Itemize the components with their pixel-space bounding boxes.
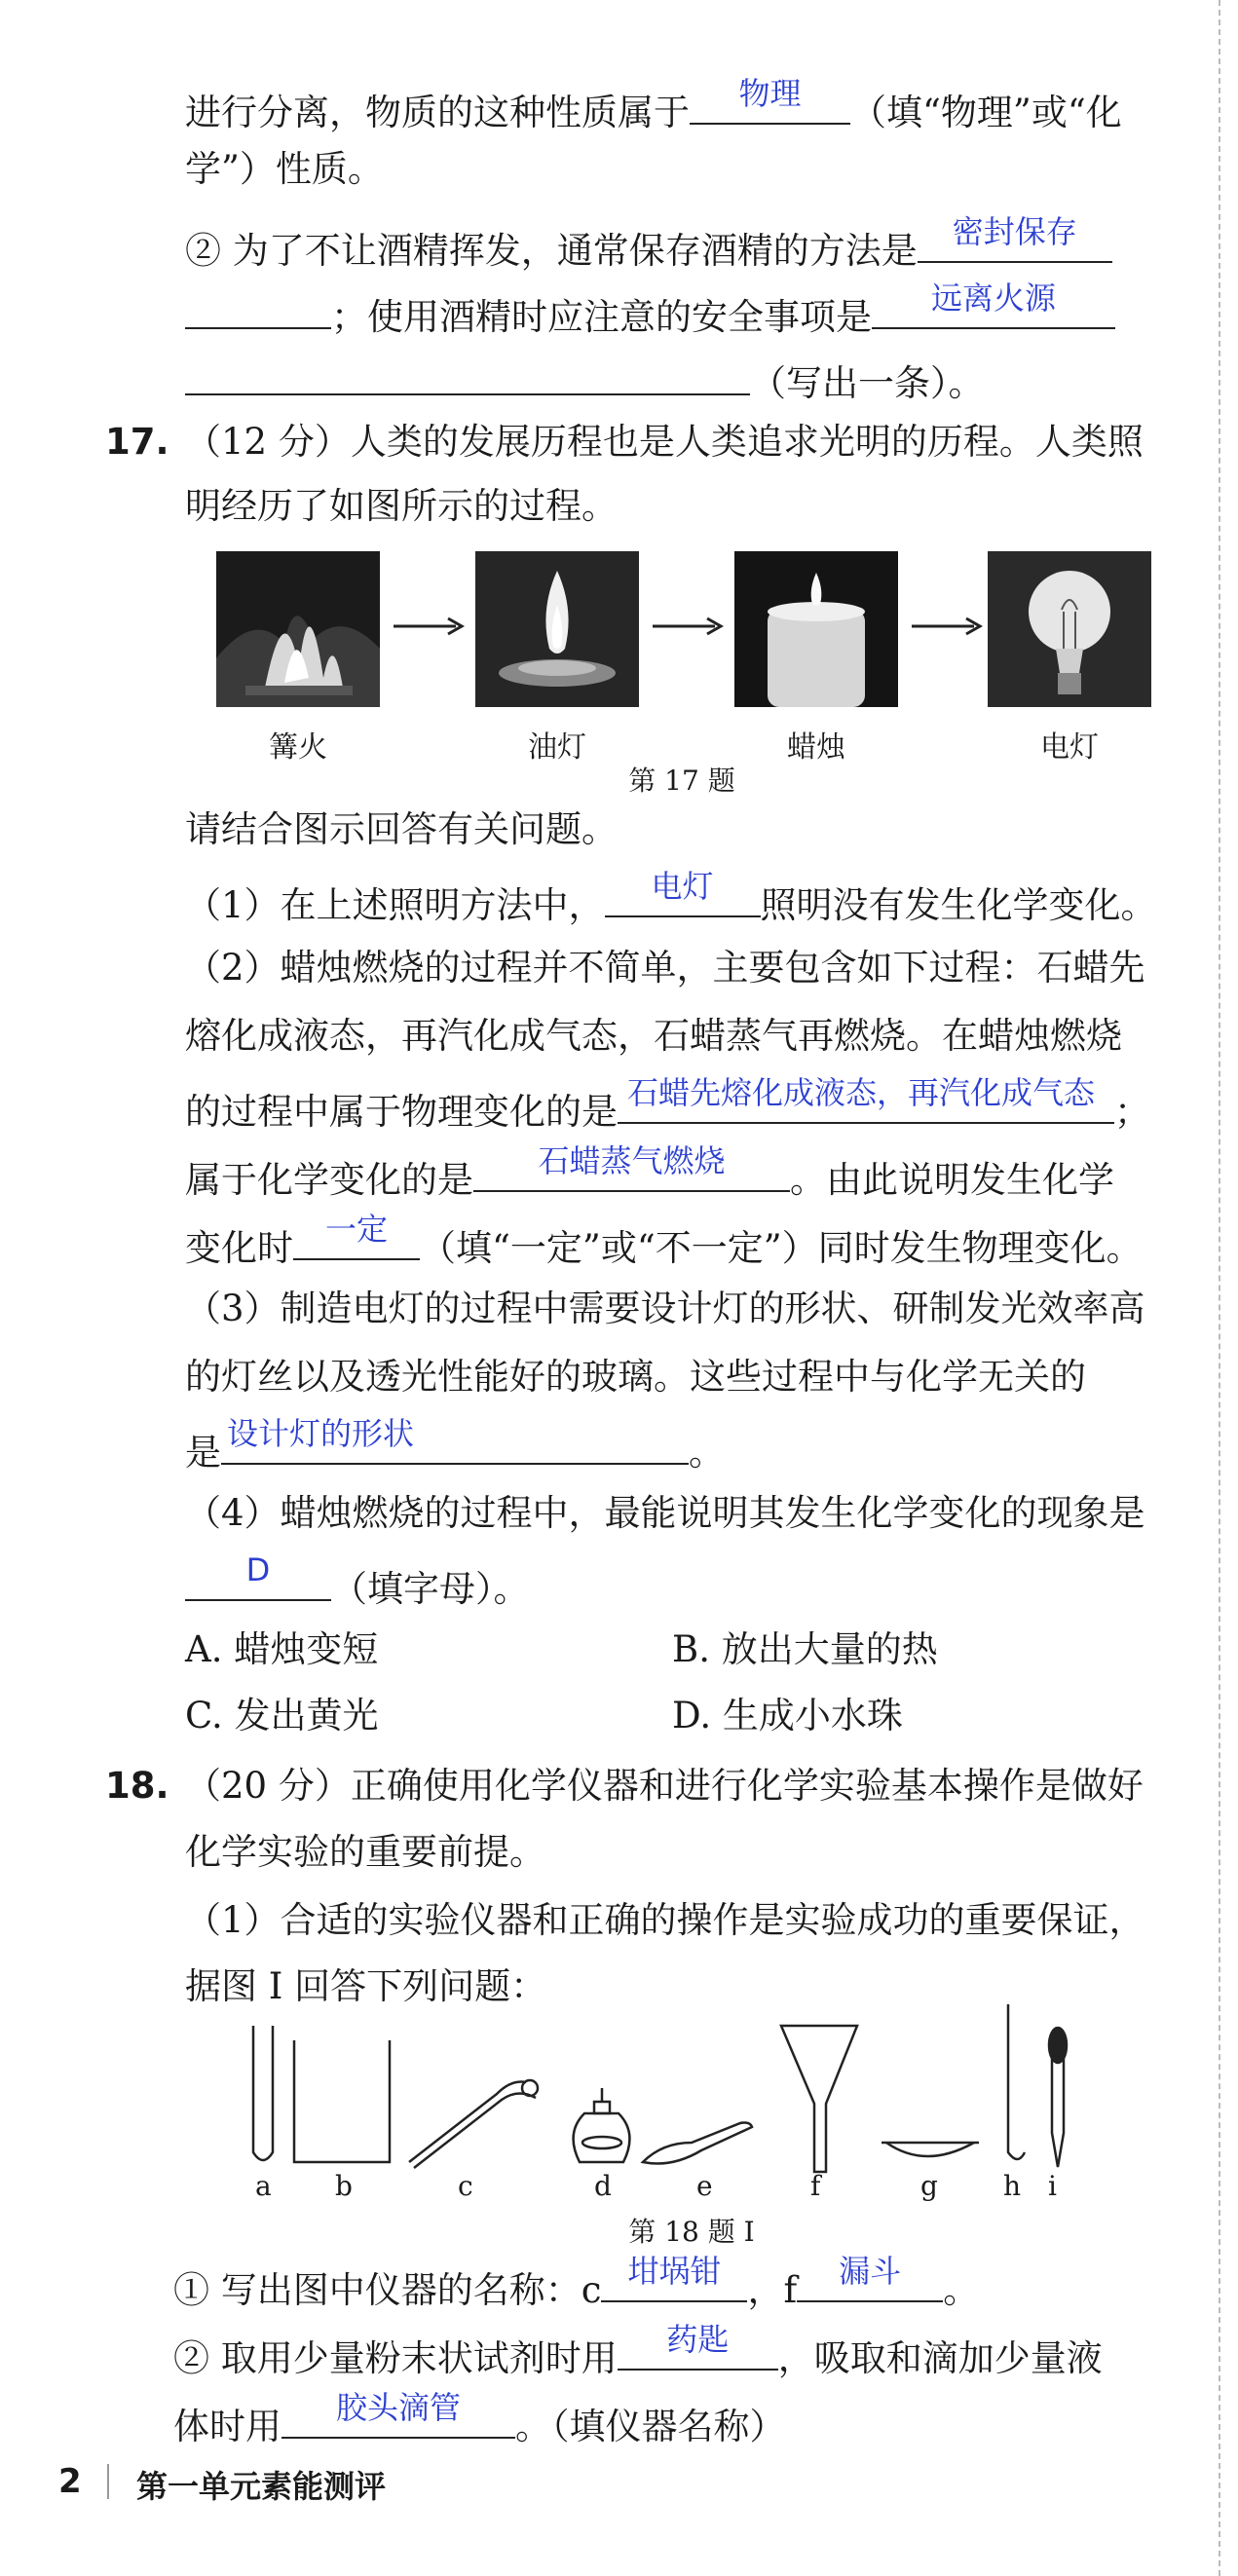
q17-stem-2: 明经历了如图所示的过程。	[185, 485, 618, 527]
option-d[interactable]: D. 生成小水珠	[672, 1695, 903, 1736]
label-a: a	[255, 2170, 272, 2202]
label-f: f	[810, 2170, 821, 2202]
label-h: h	[1003, 2170, 1022, 2202]
oil-lamp-image	[475, 551, 639, 707]
q17-part3-1: （3）制造电灯的过程中需要设计灯的形状、研制发光效率高	[185, 1288, 1145, 1329]
label-g: g	[920, 2170, 938, 2202]
blank-nature[interactable]: 物理	[690, 80, 850, 125]
candle-image	[734, 551, 898, 707]
arrow-icon	[649, 612, 725, 641]
caption-bonfire: 篝火	[269, 730, 327, 765]
q18-number: 18.	[105, 1765, 169, 1807]
q18-sub2-1: ② 取用少量粉末状试剂时用 药匙 ，吸取和滴加少量液	[173, 2321, 1103, 2379]
figure-18-caption: 第 18 题 Ⅰ	[628, 2216, 755, 2248]
q18-stem-2: 化学实验的重要前提。	[185, 1831, 545, 1873]
q16-line-2: 学”）性质。	[185, 148, 384, 190]
blank-safety[interactable]: 远离火源	[872, 284, 1115, 329]
q17-stem-1: （12 分）人类的发展历程也是人类追求光明的历程。人类照	[185, 421, 1144, 463]
figure-17	[216, 551, 1151, 775]
blank-powder-tool[interactable]: 药匙	[618, 2326, 778, 2371]
blank-chemical-change[interactable]: 石蜡蒸气燃烧	[473, 1147, 790, 1192]
label-e: e	[696, 2170, 713, 2202]
q18-sub1: ① 写出图中仪器的名称：c 坩埚钳 ，f 漏斗 。	[173, 2253, 980, 2311]
q16-line-1: 进行分离，物质的这种性质属于 物理 （填“物理”或“化	[185, 75, 1122, 133]
footer-divider	[107, 2464, 109, 2499]
light-bulb-image	[988, 551, 1151, 707]
blank-store[interactable]: 密封保存	[918, 218, 1112, 263]
label-i: i	[1048, 2170, 1057, 2202]
caption-candle: 蜡烛	[787, 730, 845, 765]
blank-phenomenon[interactable]: D	[185, 1556, 331, 1601]
q18-stem-1: （20 分）正确使用化学仪器和进行化学实验基本操作是做好	[185, 1765, 1144, 1807]
q17-part2-2: 熔化成液态，再汽化成气态，石蜡蒸气再燃烧。在蜡烛燃烧	[185, 1015, 1122, 1057]
q16-line-5: （写出一条）。	[185, 351, 1180, 409]
q18-sub2-2: 体时用 胶头滴管 。（填仪器名称）	[173, 2389, 786, 2447]
q17-part2-3: 的过程中属于物理变化的是 石蜡先熔化成液态，再汽化成气态 ；	[185, 1074, 1150, 1133]
label-d: d	[594, 2170, 612, 2202]
caption-light-bulb: 电灯	[1040, 730, 1099, 765]
bonfire-image	[216, 551, 380, 707]
q16-line-4: ；使用酒精时应注意的安全事项是 远离火源	[185, 284, 1180, 343]
blank-safety-cont	[185, 351, 750, 395]
q18-part1-1: （1）合适的实验仪器和正确的操作是实验成功的重要保证，	[185, 1899, 1145, 1941]
q17-part2-4: 属于化学变化的是 石蜡蒸气燃烧 。由此说明发生化学	[185, 1142, 1114, 1201]
blank-no-chemical-change[interactable]: 电灯	[605, 873, 761, 917]
arrow-icon	[390, 612, 466, 641]
blank-instrument-c[interactable]: 坩埚钳	[601, 2258, 747, 2302]
option-b[interactable]: B. 放出大量的热	[672, 1628, 938, 1670]
q18-part1-2: 据图 Ⅰ 回答下列问题：	[185, 1965, 547, 2007]
arrow-icon	[908, 612, 984, 641]
instruments-drawing	[234, 1997, 1110, 2191]
blank-always[interactable]: 一定	[293, 1215, 420, 1260]
blank-physical-change[interactable]: 石蜡先熔化成液态，再汽化成气态	[618, 1079, 1114, 1124]
blank-store-cont	[185, 284, 331, 329]
label-b: b	[335, 2170, 353, 2202]
figure-18-instruments	[234, 1997, 1110, 2230]
caption-oil-lamp: 油灯	[528, 730, 586, 765]
option-c[interactable]: C. 发出黄光	[185, 1695, 379, 1736]
label-c: c	[458, 2170, 473, 2202]
unit-title: 第一单元素能测评	[136, 2468, 387, 2505]
q17-part3-3: 是 设计灯的形状 。	[185, 1415, 725, 1474]
page-number: 2	[58, 2462, 82, 2501]
q17-part4-2: D （填字母）。	[185, 1556, 1180, 1615]
q17-part1: （1）在上述照明方法中， 电灯 照明没有发生化学变化。	[185, 868, 1157, 926]
blank-not-chemistry[interactable]: 设计灯的形状	[221, 1420, 689, 1465]
cut-line	[1219, 0, 1220, 2576]
q16-line-3: ② 为了不让酒精挥发，通常保存酒精的方法是 密封保存	[185, 218, 1180, 277]
q17-intro: 请结合图示回答有关问题。	[185, 808, 618, 850]
blank-dropper-tool[interactable]: 胶头滴管	[281, 2394, 515, 2439]
q17-part2-5: 变化时 一定 （填“一定”或“不一定”）同时发生物理变化。	[185, 1211, 1143, 1269]
q17-number: 17.	[105, 421, 169, 463]
q17-part2-1: （2）蜡烛燃烧的过程并不简单，主要包含如下过程：石蜡先	[185, 947, 1145, 989]
option-a[interactable]: A. 蜡烛变短	[185, 1628, 379, 1670]
q17-part3-2: 的灯丝以及透光性能好的玻璃。这些过程中与化学无关的	[185, 1356, 1086, 1398]
blank-instrument-f[interactable]: 漏斗	[797, 2258, 943, 2302]
figure-17-caption: 第 17 题	[628, 765, 735, 797]
q17-part4-1: （4）蜡烛燃烧的过程中，最能说明其发生化学变化的现象是	[185, 1492, 1145, 1534]
